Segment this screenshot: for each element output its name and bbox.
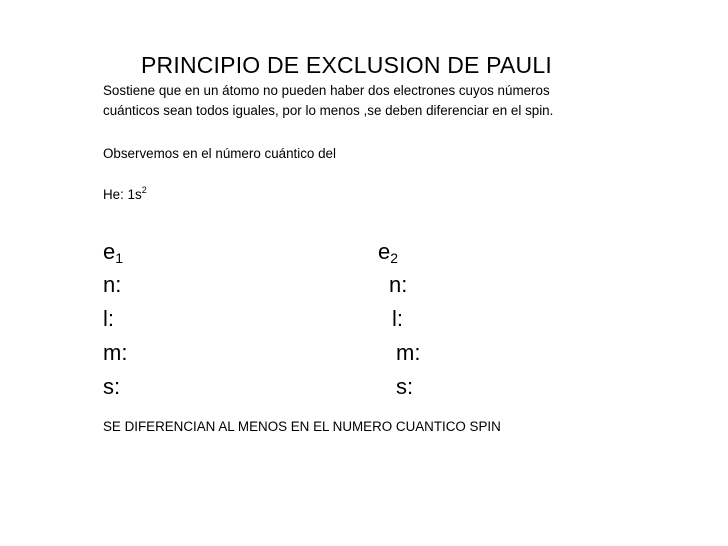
helium-superscript: 2 [141,185,147,195]
electron-2-s-label: s: [396,374,414,399]
electron-1-subscript: 1 [115,250,124,266]
electron-2-symbol: e [378,239,391,264]
electron-1-heading [103,239,123,265]
electron-2-m-label: m: [396,340,421,365]
conclusion-text: SE DIFERENCIAN AL MENOS EN EL NUMERO CUANTICO SPIN [103,419,501,434]
electron-1-l-label: l: [103,306,114,331]
helium-prefix: He: 1s [103,187,142,202]
electron-2-heading [378,239,398,265]
electron-2-subscript: 2 [390,250,399,266]
principle-description [103,81,553,121]
description-line-1: Sostiene que en un átomo no pueden haber dos electrones cuyos números [103,83,550,98]
electron-1-s-label: s: [103,374,121,399]
observe-text: Observemos en el número cuántico del [103,146,336,161]
description-line-2: cuánticos sean todos iguales, por lo menos ,se deben diferenciar en el spin. [103,103,554,118]
electron-2-n-label: n: [389,272,408,297]
electron-1-symbol: e [103,239,116,264]
electron-1-m-label: m: [103,340,128,365]
electron-2-l-label: l: [392,306,403,331]
electron-1-n-label: n: [103,272,122,297]
slide-title: PRINCIPIO DE EXCLUSION DE PAULI [141,52,552,78]
helium-configuration [103,185,147,205]
